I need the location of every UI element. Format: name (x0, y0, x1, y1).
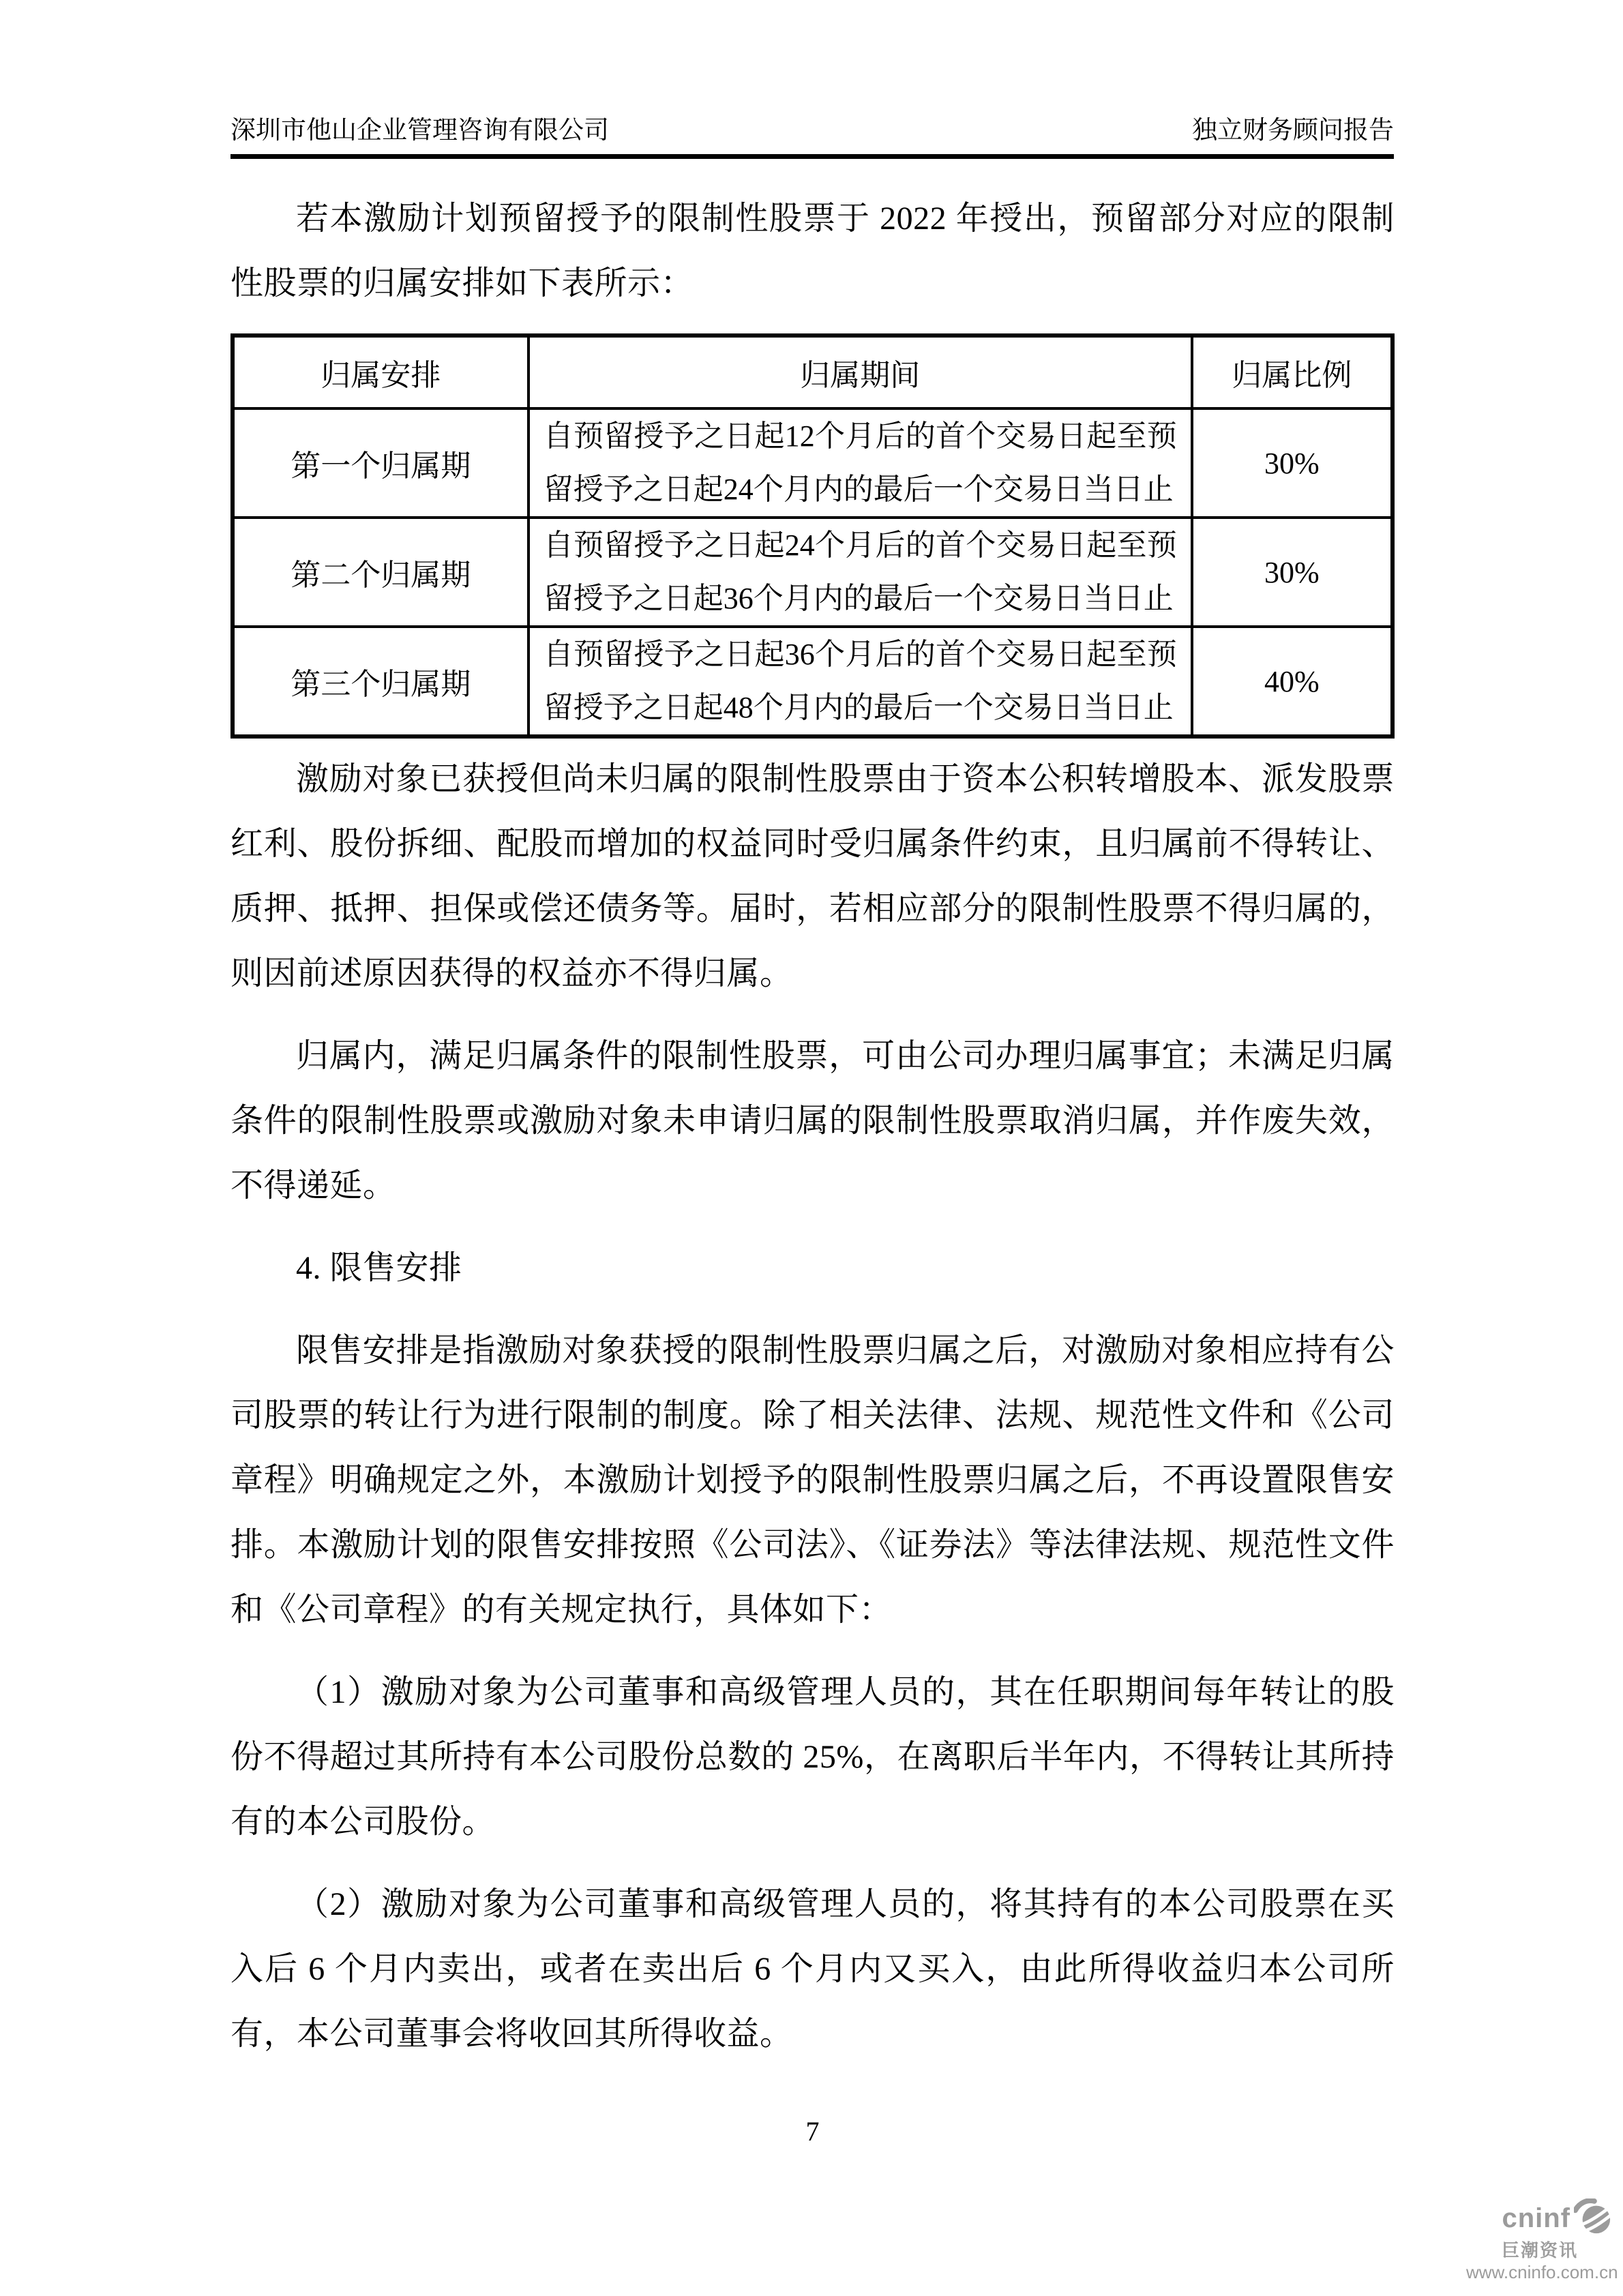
header-report-title: 独立财务顾问报告 (1192, 117, 1394, 145)
intro-paragraph: 若本激励计划预留授予的限制性股票于 2022 年授出，预留部分对应的限制性股票的归属安排如下表所示： (230, 200, 1395, 301)
cninfo-logo (1466, 2198, 1618, 2282)
vesting-table (230, 333, 1395, 739)
vesting-table-header-row (233, 336, 1393, 408)
vesting-table-header-arrangement: 归属安排 (233, 336, 528, 408)
table-row (233, 518, 1393, 627)
vesting-row2-ratio: 30% (1192, 518, 1393, 627)
section-heading-lockup: 4. 限售安排 (296, 1250, 462, 1286)
vesting-row3-ratio: 40% (1192, 627, 1393, 736)
page-header (230, 116, 1394, 146)
cninfo-chinese-name: 巨潮资讯 (1501, 2240, 1578, 2261)
vesting-table-header-ratio: 归属比例 (1192, 336, 1393, 408)
vesting-table-header-period: 归属期间 (528, 336, 1192, 408)
globe-swirl-icon (1574, 2198, 1613, 2238)
vesting-handling-paragraph: 归属内，满足归属条件的限制性股票，可由公司办理归属事宜；未满足归属条件的限制性股票或激励对象未申请归属的限制性股票取消归属，并作废失效，不得递延。 (230, 1038, 1395, 1204)
page-number: 7 (805, 2116, 820, 2147)
vesting-row3-period: 自预留授予之日起36个月后的首个交易日起至预留授予之日起48个月内的最后一个交易日当日止 (528, 627, 1192, 736)
vesting-row2-arrangement: 第二个归属期 (233, 518, 528, 627)
capital-reserve-paragraph: 激励对象已获授但尚未归属的限制性股票由于资本公积转增股本、派发股票红利、股份拆细、配股而增加的权益同时受归属条件约束，且归属前不得转让、质押、抵押、担保或偿还债务等。届时，若相应部分的限制性股票不得归属的，则因前述原因获得的权益亦不得归属。 (230, 761, 1395, 992)
header-divider (230, 154, 1394, 159)
header-company: 深圳市他山企业管理咨询有限公司 (230, 117, 609, 145)
table-row (233, 408, 1393, 518)
vesting-row1-period: 自预留授予之日起12个月后的首个交易日起至预留授予之日起24个月内的最后一个交易日当日止 (528, 408, 1192, 518)
vesting-row1-ratio: 30% (1192, 408, 1393, 518)
cninfo-logo-top (1466, 2198, 1613, 2238)
cninfo-brand-text: cninf (1502, 2203, 1570, 2233)
lockup-intro-paragraph: 限售安排是指激励对象获授的限制性股票归属之后，对激励对象相应持有公司股票的转让行为进行限制的制度。除了相关法律、法规、规范性文件和《公司章程》明确规定之外，本激励计划授予的限制性股票归属之后，不再设置限售安排。本激励计划的限售安排按照《公司法》、《证券法》等法律法规、规范性文件和《公司章程》的有关规定执行，具体如下： (230, 1332, 1395, 1628)
document-content (230, 186, 1395, 2084)
lockup-item-1-paragraph: （1）激励对象为公司董事和高级管理人员的，其在任职期间每年转让的股份不得超过其所持有本公司股份总数的 25%，在离职后半年内，不得转让其所持有的本公司股份。 (230, 1674, 1395, 1840)
vesting-row2-period: 自预留授予之日起24个月后的首个交易日起至预留授予之日起36个月内的最后一个交易日当日止 (528, 518, 1192, 627)
lockup-item-2-paragraph: （2）激励对象为公司董事和高级管理人员的，将其持有的本公司股票在买入后 6 个月内卖出，或者在卖出后 6 个月内又买入，由此所得收益归本公司所有，本公司董事会将收回其所得收益。 (230, 1886, 1395, 2052)
cninfo-website: www.cninfo.com.cn (1466, 2262, 1618, 2282)
table-row (233, 627, 1393, 736)
vesting-row3-arrangement: 第三个归属期 (233, 627, 528, 736)
vesting-row1-arrangement: 第一个归属期 (233, 408, 528, 518)
